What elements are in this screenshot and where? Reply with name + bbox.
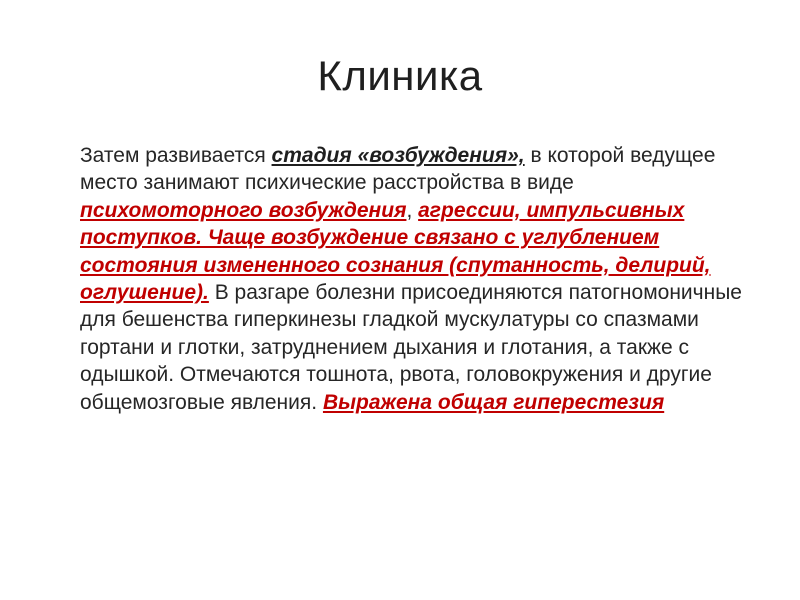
emphasis-aggression-consciousness: агрессии, импульсивных поступков. Чаще возбуждение связано с углублением состояния измененного сознания (спутанность, делирий, оглушение). bbox=[80, 198, 711, 305]
text-run-3: , bbox=[406, 198, 419, 222]
text-run-2: в которой ведущее место занимают психические расстройства в виде bbox=[80, 144, 716, 195]
text-run-1: Затем развивается bbox=[80, 144, 272, 167]
slide-title: Клиника bbox=[317, 52, 483, 99]
text-run-4: В разгаре болезни присоединяются патогномоничные для бешенства гиперкинезы гладкой мускулатуры со спазмами гортани и глотки, затруднением дыхания и глотания, а также с одышкой. Отмечаются тошнота, рвота, головокружения и другие общемозговые явления. bbox=[80, 281, 742, 414]
emphasis-hyperesthesia: Выражена общая гиперестезия bbox=[322, 390, 665, 414]
body-paragraph bbox=[80, 142, 750, 416]
emphasis-psychomotor-excitation: психомоторного возбуждения bbox=[80, 198, 407, 222]
emphasis-stage-excitation: стадия «возбуждения», bbox=[271, 144, 525, 167]
